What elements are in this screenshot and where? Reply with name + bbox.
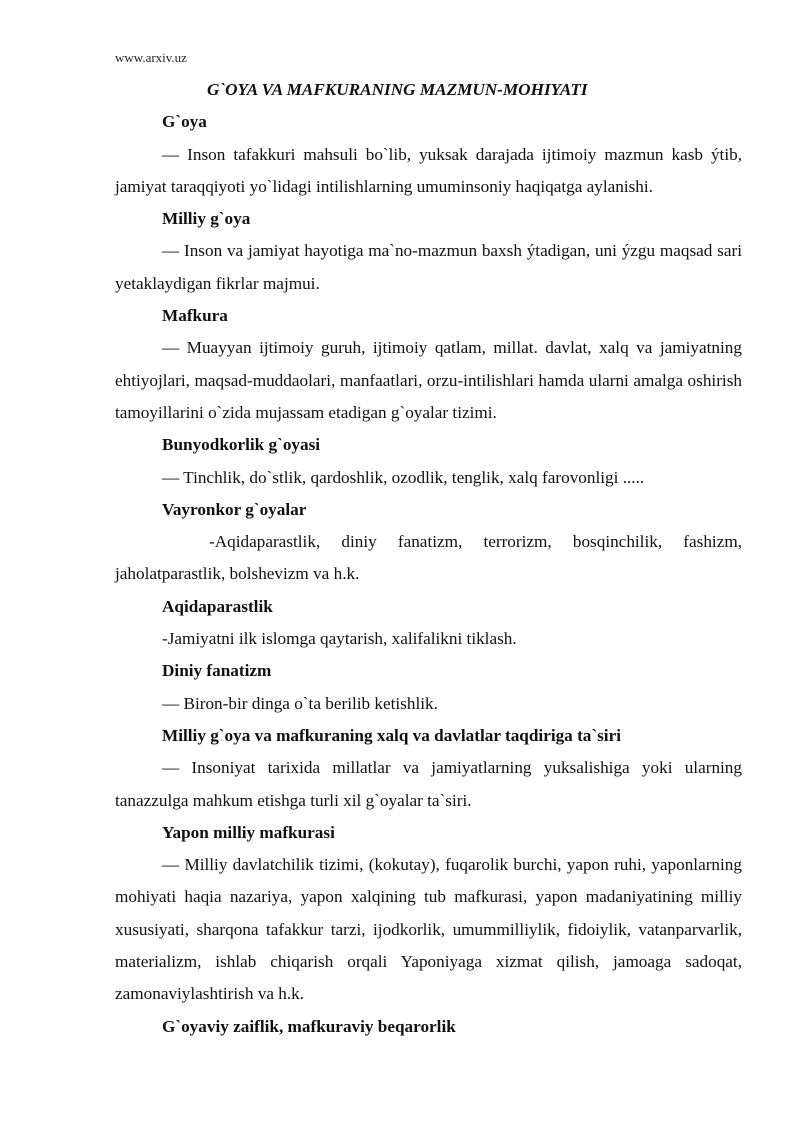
section-text: -Jamiyatni ilk islomga qaytarish, xalifalikni tiklash. (162, 629, 517, 649)
section-text: — Inson va jamiyat hayotiga ma`no-mazmun baxsh ýtadigan, uni ýzgu maqsad sari yetaklaydigan fikrlar majmui. (115, 241, 742, 293)
section-heading: Milliy g`oya (162, 209, 251, 229)
section-text: — Biron-bir dinga o`ta berilib ketishlik. (162, 693, 438, 713)
section-heading: Vayronkor g`oyalar (162, 499, 307, 519)
section-text: — Inson tafakkuri mahsuli bo`lib, yuksak darajada ijtimoiy mazmun kasb ýtib, jamiyat taraqqiyoti yo`lidagi intilishlarning umuminsoniy haqiqatga aylanishi. (115, 144, 742, 196)
document-title: G`OYA VA MAFKURANING MAZMUN-MOHIYATI (207, 80, 588, 99)
section-text: — Milliy davlatchilik tizimi, (kokutay), fuqarolik burchi, yapon ruhi, yaponlarning mohiyati haqia nazariya, yapon xalqining tub mafkurasi, yapon madaniyatining milliy xususiyati, sharqona tafakkur tarzi, ijodkorlik, umummilliylik, fidoiylik, vatanparvarlik, materializm, ishlab chiqarish orqali Yaponiyaga xizmat qilish, jamoaga sadoqat, zamonaviylashtirish va h.k. (115, 855, 742, 1004)
section-text: -Aqidaparastlik, diniy fanatizm, terrorizm, bosqinchilik, fashizm, jaholatparastlik, bolshevizm va h.k. (115, 532, 742, 584)
section-text: — Insoniyat tarixida millatlar va jamiyatlarning yuksalishiga yoki ularning tanazzulga mahkum etishga turli xil g`oyalar ta`siri. (115, 758, 742, 810)
section-text: — Tinchlik, do`stlik, qardoshlik, ozodlik, tenglik, xalq farovonligi ..... (162, 467, 645, 487)
section-heading: Bunyodkorlik g`oyasi (162, 435, 321, 455)
section-heading: Yapon milliy mafkurasi (162, 822, 335, 842)
section-text: — Muayyan ijtimoiy guruh, ijtimoiy qatlam, millat. davlat, xalq va jamiyatning ehtiyojlari, maqsad-muddaolari, manfaatlari, orzu-intilishlari hamda ularni amalga oshirish tamoyillarini o`zida mujassam etadigan g`oyalar tizimi. (115, 338, 742, 422)
section-heading: G`oyaviy zaiflik, mafkuraviy beqarorlik (162, 1016, 456, 1036)
section-heading: Milliy g`oya va mafkuraning xalq va davlatlar taqdiriga ta`siri (162, 725, 621, 745)
section-heading: Aqidaparastlik (162, 596, 273, 616)
site-url: www.arxiv.uz (115, 50, 187, 65)
section-heading: Mafkura (162, 306, 228, 326)
section-heading: Diniy fanatizm (162, 661, 272, 681)
document-body (115, 74, 742, 1043)
section-heading: G`oya (162, 112, 207, 132)
